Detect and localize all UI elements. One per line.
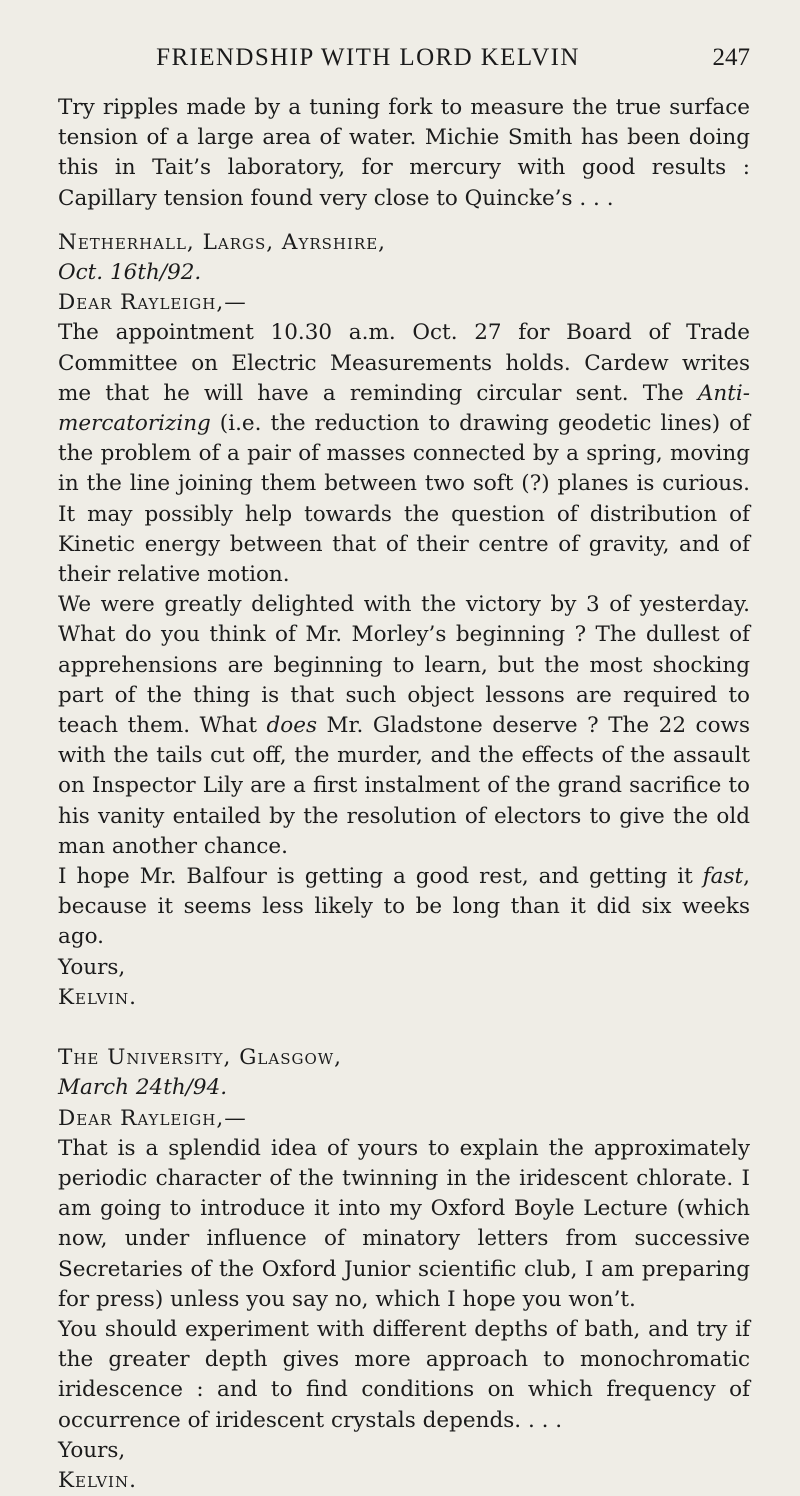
letter1-salutation: Dear Rayleigh,— — [58, 290, 247, 316]
letter1-address: Netherhall, Largs, Ayrshire, — [58, 229, 387, 255]
letter1-paragraph-1: The appointment 10.30 a.m. Oct. 27 for Board of Trade Committee on Electric Measurements holds. Cardew writes me that he will have a reminding circular sent. The Anti-mercatorizing (i.e. the reduction to drawing geodetic lines) of the problem of a pair of masses connected by a spring, moving in the line joining them between two soft (?) planes is curious. It may possibly help towards the question of distribution of Kinetic energy between that of their centre of gravity, and of their relative motion. — [58, 320, 750, 588]
letter1-paragraph-3: I hope Mr. Balfour is getting a good rest, and getting it fast, because it seems less likely to be long than it did six weeks ago. — [58, 864, 750, 950]
letter1-paragraph-2: We were greatly delighted with the victory by 3 of yesterday. What do you think of Mr. Morley’s beginning ? The dullest of apprehensions are beginning to learn, but the most shocking part of the thing is that such object lessons are required to teach them. What does Mr. Gladstone deserve ? The 22 cows with the tails cut off, the murder, and the effects of the assault on Inspector Lily are a first instalment of the grand sacrifice to his vanity entailed by the resolution of electors to give the old man another chance. — [58, 592, 750, 859]
running-head: FRIENDSHIP WITH LORD KELVIN — [156, 44, 580, 71]
letter1-closing: Yours, — [58, 954, 126, 980]
letter1-date: Oct. 16th/92. — [58, 260, 202, 286]
letter2-salutation: Dear Rayleigh,— — [58, 1105, 247, 1131]
letter2-date: March 24th/94. — [58, 1075, 228, 1101]
page-body — [58, 93, 750, 1496]
page-header — [0, 44, 800, 84]
letter2-paragraph-2: You should experiment with different depths of bath, and try if the greater depth gives more approach to monochromatic iridescence : and to find conditions on which frequency of occurrence of iridescent crystals depends. . . . — [58, 1316, 750, 1433]
page-number: 247 — [712, 44, 750, 71]
letter2-address: The University, Glasgow, — [58, 1045, 343, 1071]
letter2-signature: Kelvin. — [58, 1467, 137, 1493]
opening-paragraph: Try ripples made by a tuning fork to measure the true surface tension of a large area of water. Michie Smith has been doing this in Tait’s laboratory, for mercury with good results : Capillary tension found very close to Quincke’s . . . — [58, 95, 750, 211]
letter2-closing: Yours, — [58, 1437, 126, 1463]
letter1-signature: Kelvin. — [58, 984, 137, 1010]
letter2-paragraph-1: That is a splendid idea of yours to explain the approximately periodic character of the twinning in the iridescent chlorate. I am going to introduce it into my Oxford Boyle Lecture (which now, under influence of minatory letters from successive Secretaries of the Oxford Junior scientific club, I am preparing for press) unless you say no, which I hope you won’t. — [58, 1135, 750, 1312]
